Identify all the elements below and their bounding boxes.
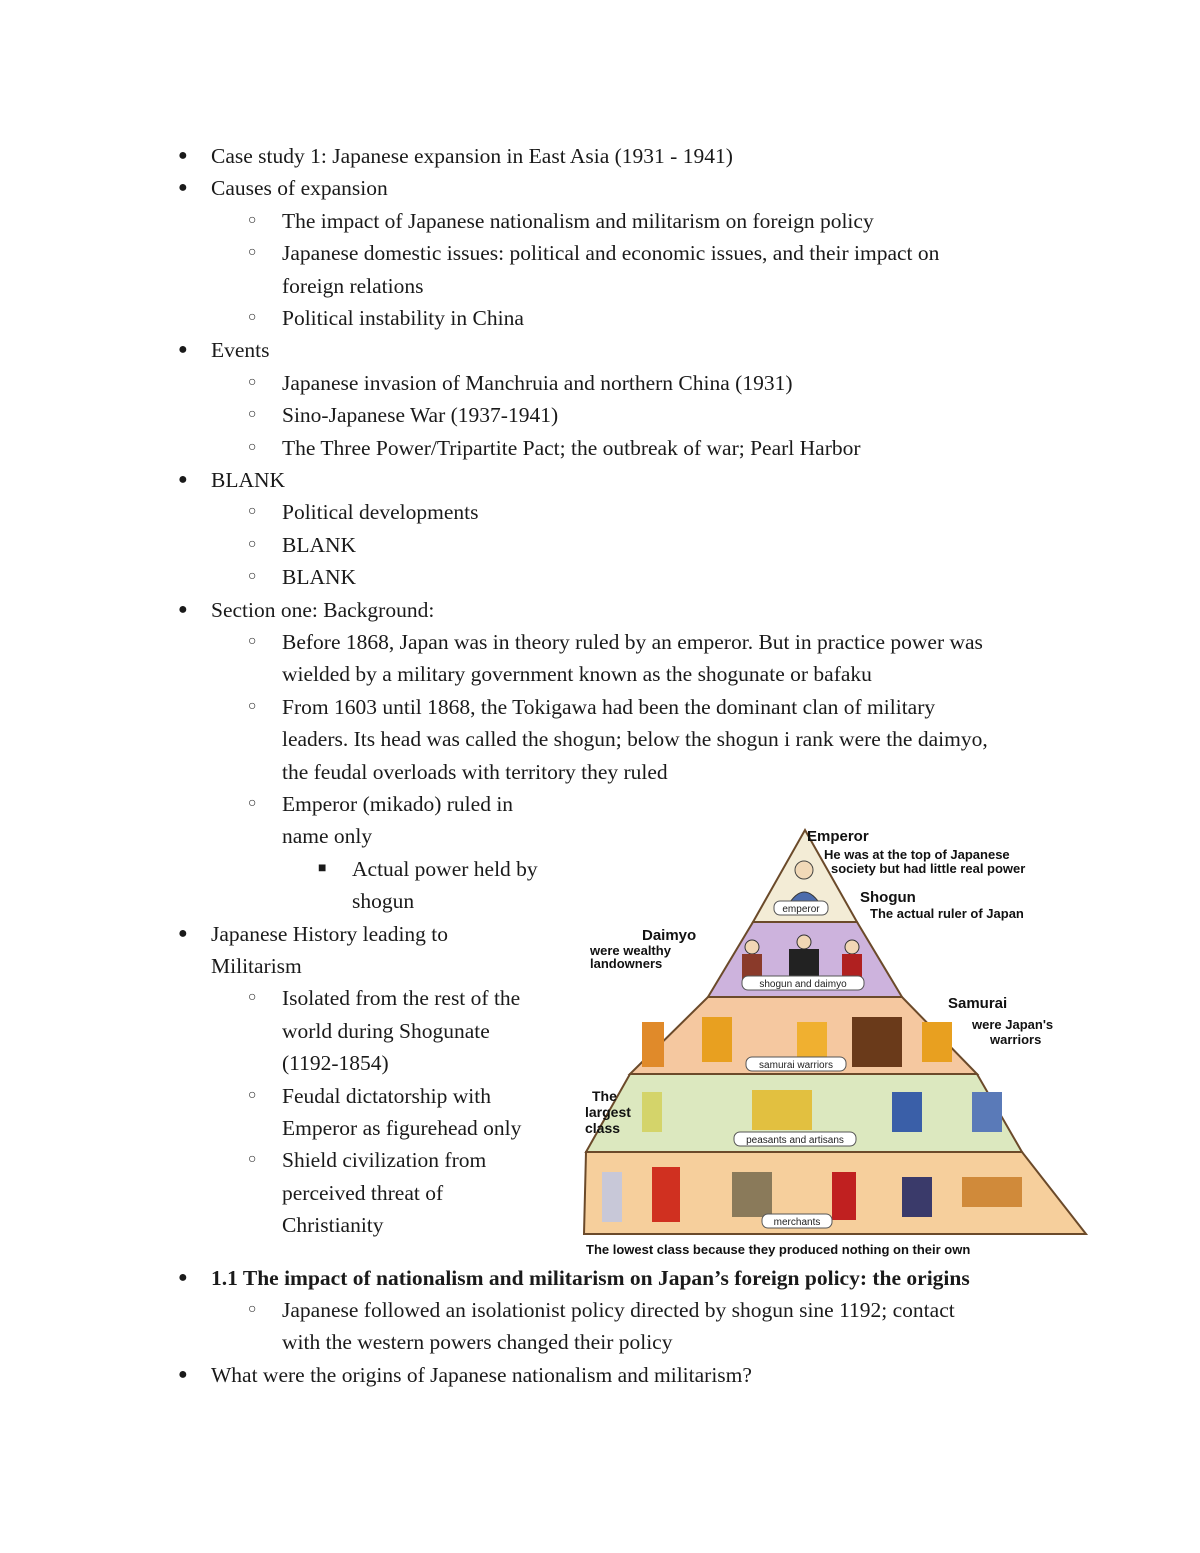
outline-item-text: The impact of Japanese nationalism and militarism on foreign policy	[282, 208, 874, 233]
outline-item-text: perceived threat of	[282, 1180, 444, 1205]
outline-item-text: Actual power held by	[352, 856, 538, 881]
outline-item-text: world during Shogunate	[282, 1018, 490, 1043]
bullet-marker: ●	[178, 1268, 188, 1286]
outline-item-text: The Three Power/Tripartite Pact; the outbreak of war; Pearl Harbor	[282, 435, 861, 460]
bullet-marker: ○	[248, 374, 257, 390]
outline-item-text: the feudal overloads with territory they ruled	[282, 759, 668, 784]
bullet-marker: ○	[248, 569, 257, 585]
bullet-marker: ○	[248, 1152, 257, 1168]
outline-item-text: foreign relations	[282, 273, 424, 298]
emperor-desc-line2: society but had little real power	[831, 861, 1026, 876]
outline-item-text: Section one: Background:	[211, 597, 435, 622]
outline-item-text: Japanese domestic issues: political and economic issues, and their impact on	[282, 241, 940, 266]
outline-item-text: Case study 1: Japanese expansion in East Asia (1931 - 1941)	[211, 144, 733, 168]
bullet-marker: ○	[248, 310, 257, 325]
bullet-marker: ●	[178, 471, 188, 488]
bullet-marker: ○	[248, 536, 257, 552]
samurai-desc-line1: were Japan's	[972, 1017, 1054, 1032]
bullet-marker: ●	[178, 179, 188, 197]
bullet-marker: ○	[248, 1302, 257, 1317]
outline-item-text: Militarism	[211, 954, 302, 978]
outline-item-text: Before 1868, Japan was in theory ruled by an emperor. But in practice power was	[282, 630, 983, 654]
outline-item-text: Christianity	[282, 1213, 384, 1238]
outline-item-text: (1192-1854)	[282, 1051, 389, 1076]
outline-item-text: Isolated from the rest of the	[282, 986, 521, 1011]
bullet-marker: ○	[248, 407, 257, 423]
bullet-marker: ●	[178, 924, 188, 942]
social-pyramid-illustration	[582, 822, 1094, 1262]
daimyo-desc-line2: landowners	[590, 956, 663, 971]
tier-label-emperor: emperor	[782, 904, 820, 915]
daimyo-desc-line1: were wealthy	[590, 943, 671, 958]
outline-item-text: with the western powers changed their policy	[282, 1330, 673, 1355]
bullet-marker: ●	[178, 1365, 188, 1383]
bullet-marker: ●	[178, 147, 188, 164]
outline-item-text: leaders. Its head was called the shogun; below the shogun i rank were the daimyo,	[282, 727, 988, 752]
outline-item-text: Emperor (mikado) ruled in	[282, 792, 514, 816]
samurai-desc-line2: warriors	[990, 1032, 1042, 1047]
outline-item-text: BLANK	[282, 565, 357, 590]
outline-item-text: Political developments	[282, 500, 479, 525]
outline-item-text: Sino-Japanese War (1937-1941)	[282, 403, 559, 428]
outline-item-text: name only	[282, 824, 373, 849]
outline-item-text: Shield civilization from	[282, 1148, 487, 1173]
outline-item-text: Japanese invasion of Manchruia and northern China (1931)	[282, 370, 793, 395]
bullet-marker: ○	[248, 634, 257, 649]
bottom-caption: The lowest class because they produced nothing on their own	[586, 1242, 971, 1257]
outline-item-text: Events	[211, 338, 270, 363]
social-pyramid-figure	[582, 822, 1094, 1262]
daimyo-title: Daimyo	[642, 927, 697, 944]
bullet-marker: ○	[248, 990, 257, 1006]
outline-item-text: BLANK	[282, 532, 357, 557]
outline-item-text: Japanese History leading to	[211, 921, 449, 946]
tier-label-merchants: merchants	[773, 1217, 821, 1228]
bullet-marker: ○	[248, 796, 257, 811]
tier-label-shogun: shogun and daimyo	[759, 979, 847, 990]
bullet-marker: ○	[248, 504, 257, 520]
tier-label-peasants: peasants and artisans	[746, 1135, 844, 1146]
outline-item-text: 1.1 The impact of nationalism and militarism on Japan’s foreign policy: the origins	[211, 1265, 970, 1290]
bullet-marker: ○	[248, 698, 257, 714]
outline-item-text: What were the origins of Japanese nationalism and militarism?	[211, 1362, 752, 1387]
bullet-marker: ○	[248, 212, 257, 228]
outline-item-text: Japanese followed an isolationist policy directed by shogun sine 1192; contact	[282, 1298, 955, 1322]
bullet-marker: ○	[248, 245, 257, 261]
outline-item-text: shogun	[352, 889, 415, 914]
outline-item-text: Political instability in China	[282, 306, 524, 330]
outline-item-text: Causes of expansion	[211, 176, 388, 201]
shogun-desc: The actual ruler of Japan	[870, 906, 1024, 921]
samurai-title: Samurai	[948, 995, 1008, 1012]
bullet-marker: ●	[178, 341, 188, 359]
largest-class-line2: largest	[585, 1104, 631, 1120]
outline-item-text: From 1603 until 1868, the Tokigawa had been the dominant clan of military	[282, 694, 936, 719]
largest-class-line3: class	[585, 1120, 621, 1136]
emperor-desc-line1: He was at the top of Japanese	[824, 847, 1010, 862]
outline-item-text: BLANK	[211, 468, 286, 492]
bullet-marker: ○	[248, 1087, 257, 1103]
bullet-marker: ■	[318, 860, 327, 876]
outline-item-text: wielded by a military government known as the shogunate or bafaku	[282, 662, 872, 687]
emperor-title: Emperor	[807, 828, 869, 845]
tier-label-samurai: samurai warriors	[759, 1060, 833, 1071]
outline-item-text: Feudal dictatorship with	[282, 1083, 491, 1108]
bullet-marker: ●	[178, 600, 188, 618]
outline-item-text: Emperor as figurehead only	[282, 1116, 522, 1140]
shogun-title: Shogun	[860, 889, 916, 906]
bullet-marker: ○	[248, 439, 257, 455]
largest-class-line1: The	[592, 1088, 617, 1104]
